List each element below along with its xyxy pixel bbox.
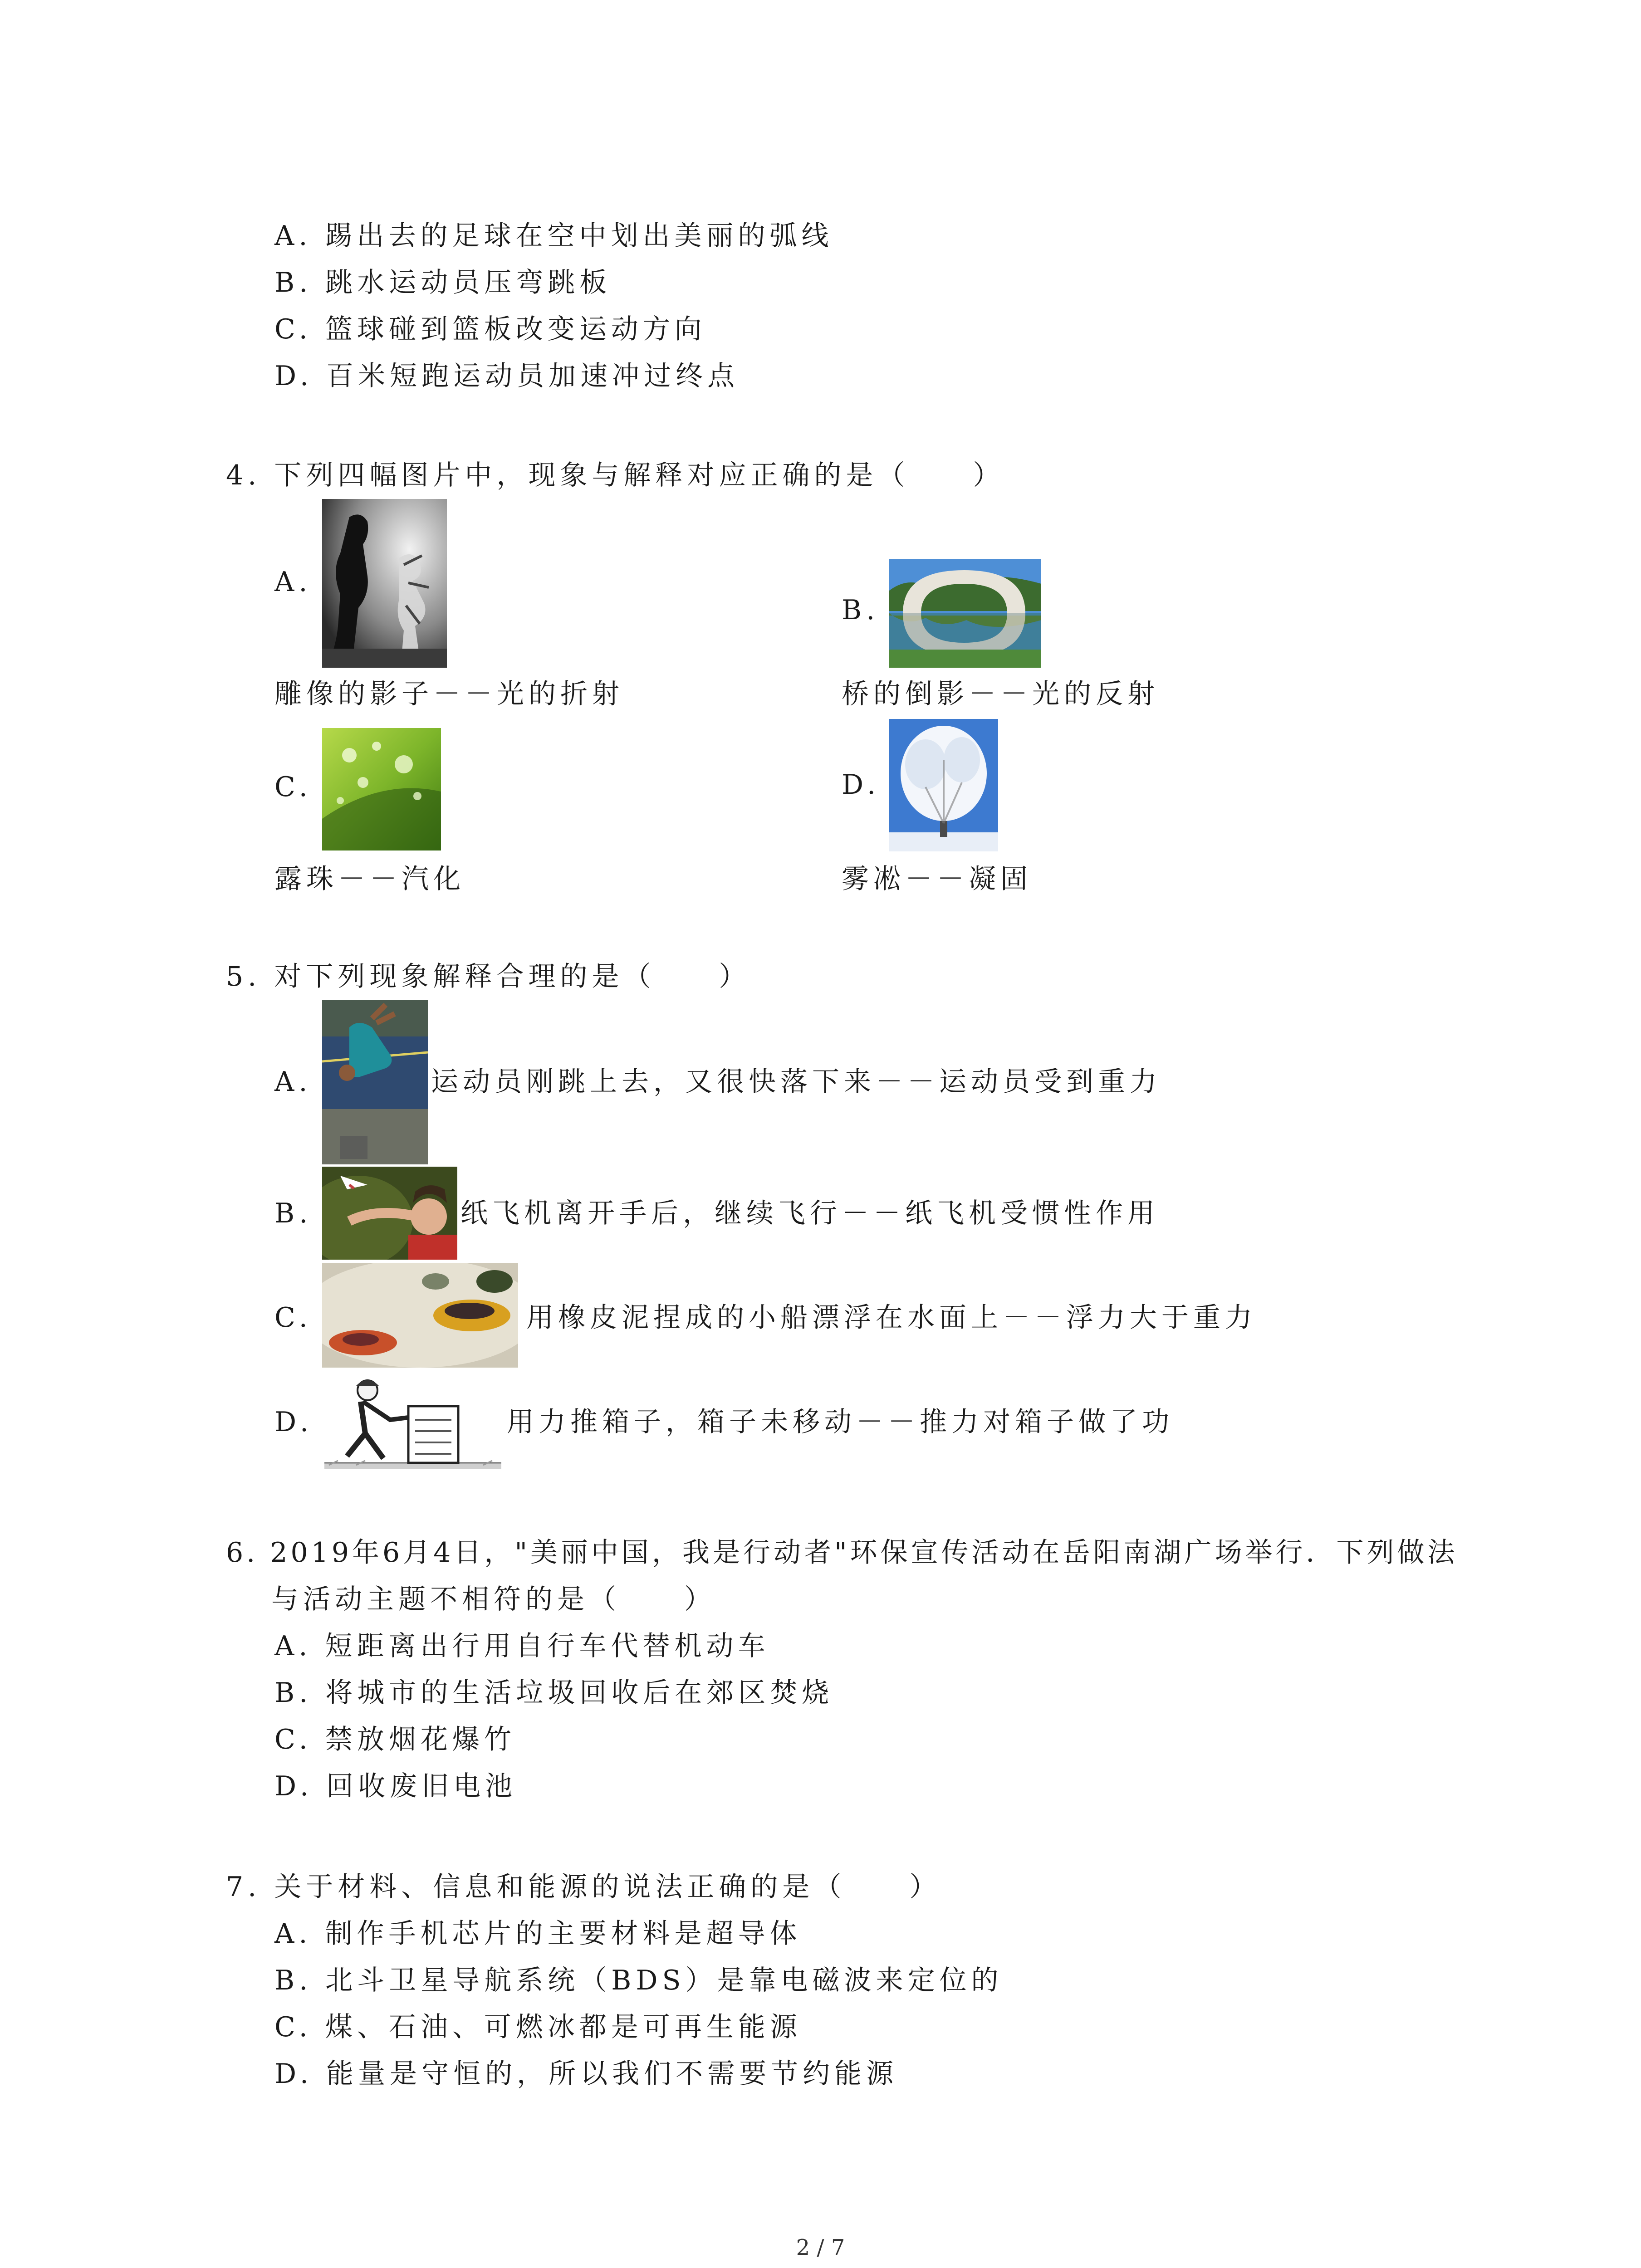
q3-option-a: A. 踢出去的足球在空中划出美丽的弧线 xyxy=(274,220,833,252)
q6-stem-line-2: 与活动主题不相符的是（ ） xyxy=(271,1584,716,1615)
q4-caption-b: 桥的倒影－－光的反射 xyxy=(842,678,1159,710)
page-number: 2 / 7 xyxy=(796,2235,845,2260)
q3-option-d: D. 百米短跑运动员加速冲过终点 xyxy=(274,360,740,392)
q6-stem-line-1: 6. 2019年6月4日，"美丽中国，我是行动者"环保宣传活动在岳阳南湖广场举行．下列做法 xyxy=(226,1537,1458,1569)
q5-option-d-text: 用力推箱子，箱子未移动－－推力对箱子做了功 xyxy=(507,1406,1174,1438)
q7-option-c: C. 煤、石油、可燃冰都是可再生能源 xyxy=(274,2011,802,2043)
paper-plane-photo xyxy=(322,1167,457,1260)
q5-option-d-letter: D. xyxy=(274,1406,314,1438)
bridge-reflection-photo xyxy=(889,559,1041,668)
q7-option-b: B. 北斗卫星导航系统（BDS）是靠电磁波来定位的 xyxy=(274,1965,1003,1996)
q4-stem: 4. 下列四幅图片中，现象与解释对应正确的是（ ） xyxy=(226,459,1005,491)
clay-boat-photo xyxy=(322,1263,518,1368)
rime-tree-photo xyxy=(889,719,998,851)
q6-option-b: B. 将城市的生活垃圾回收后在郊区焚烧 xyxy=(274,1677,834,1709)
high-jumper-photo xyxy=(322,1000,428,1164)
q7-option-a: A. 制作手机芯片的主要材料是超导体 xyxy=(274,1918,802,1950)
q7-option-d: D. 能量是守恒的，所以我们不需要节约能源 xyxy=(274,2058,898,2090)
q6-option-c: C. 禁放烟花爆竹 xyxy=(274,1724,516,1755)
q4-caption-c: 露珠－－汽化 xyxy=(274,863,465,895)
pushing-box-drawing xyxy=(324,1374,501,1474)
q5-option-c-text: 用橡皮泥捏成的小船漂浮在水面上－－浮力大于重力 xyxy=(526,1302,1257,1334)
q4-caption-a: 雕像的影子－－光的折射 xyxy=(274,678,624,710)
q4-option-b-letter: B. xyxy=(842,594,880,626)
q5-option-c-letter: C. xyxy=(274,1302,312,1334)
dewdrops-photo xyxy=(322,728,441,850)
q5-stem: 5. 对下列现象解释合理的是（ ） xyxy=(226,961,751,992)
q5-option-b-text: 纸飞机离开手后，继续飞行－－纸飞机受惯性作用 xyxy=(460,1198,1159,1229)
q5-option-a-letter: A. xyxy=(274,1066,312,1098)
q5-option-a-text: 运动员刚跳上去，又很快落下来－－运动员受到重力 xyxy=(431,1066,1161,1098)
q4-option-d-letter: D. xyxy=(842,769,881,801)
q6-option-d: D. 回收废旧电池 xyxy=(274,1770,517,1802)
q5-option-b-letter: B. xyxy=(274,1198,313,1229)
q3-option-b: B. 跳水运动员压弯跳板 xyxy=(274,267,612,298)
q4-caption-d: 雾凇－－凝固 xyxy=(842,863,1032,895)
q6-option-a: A. 短距离出行用自行车代替机动车 xyxy=(274,1630,770,1662)
q7-stem: 7. 关于材料、信息和能源的说法正确的是（ ） xyxy=(226,1871,941,1903)
q4-option-c-letter: C. xyxy=(274,771,312,803)
q4-option-a-letter: A. xyxy=(274,566,312,598)
statue-shadow-photo xyxy=(322,499,447,668)
q3-option-c: C. 篮球碰到篮板改变运动方向 xyxy=(274,313,706,345)
